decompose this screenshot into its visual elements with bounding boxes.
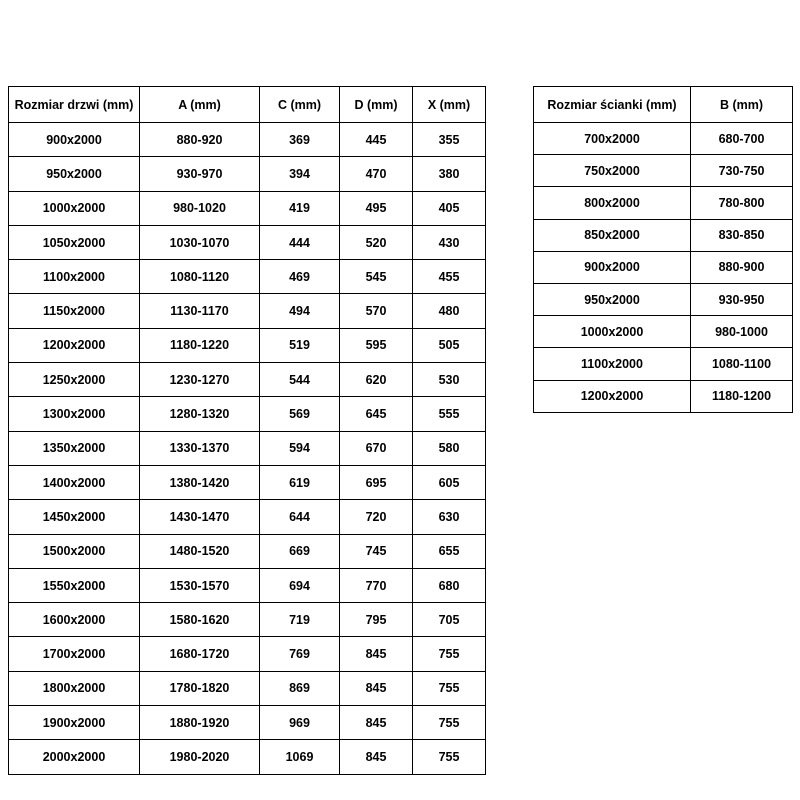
wall_table-cell: 980-1000 xyxy=(691,316,793,348)
doors_table-cell: 1530-1570 xyxy=(140,568,260,602)
table-row xyxy=(534,123,793,155)
doors_table-cell: 1980-2020 xyxy=(140,740,260,774)
doors_table-cell: 1069 xyxy=(260,740,340,774)
doors_table-cell: 405 xyxy=(413,191,486,225)
doors_table-cell: 1450x2000 xyxy=(9,500,140,534)
door-size-table xyxy=(8,86,486,775)
doors_table-cell: 444 xyxy=(260,225,340,259)
doors_table-cell: 845 xyxy=(340,740,413,774)
doors_table-cell: 880-920 xyxy=(140,123,260,157)
doors_table-cell: 655 xyxy=(413,534,486,568)
table-row xyxy=(9,706,486,740)
wall_table-cell: 1080-1100 xyxy=(691,348,793,380)
doors_table-cell: 495 xyxy=(340,191,413,225)
table-row xyxy=(534,283,793,315)
doors_table-cell: 605 xyxy=(413,465,486,499)
doors_table-cell: 530 xyxy=(413,363,486,397)
doors_table-cell: 1680-1720 xyxy=(140,637,260,671)
doors_table-cell: 755 xyxy=(413,671,486,705)
doors_table-cell: 980-1020 xyxy=(140,191,260,225)
doors_table-cell: 669 xyxy=(260,534,340,568)
wall_table-cell: 850x2000 xyxy=(534,219,691,251)
wall_table-cell: 830-850 xyxy=(691,219,793,251)
doors_table-cell: 1700x2000 xyxy=(9,637,140,671)
doors_table-cell: 594 xyxy=(260,431,340,465)
doors_table-cell: 845 xyxy=(340,706,413,740)
table-row xyxy=(534,348,793,380)
doors_table-cell: 644 xyxy=(260,500,340,534)
table-row xyxy=(9,568,486,602)
doors_table-cell: 545 xyxy=(340,260,413,294)
doors_table-cell: 1030-1070 xyxy=(140,225,260,259)
doors_table-cell: 769 xyxy=(260,637,340,671)
doors_table-cell: 505 xyxy=(413,328,486,362)
table-row xyxy=(9,603,486,637)
table-row xyxy=(9,191,486,225)
doors_table-cell: 1500x2000 xyxy=(9,534,140,568)
table-row xyxy=(9,397,486,431)
doors_table-cell: 1330-1370 xyxy=(140,431,260,465)
table-row xyxy=(9,465,486,499)
doors_table-cell: 1550x2000 xyxy=(9,568,140,602)
doors_table-cell: 1580-1620 xyxy=(140,603,260,637)
doors_table-cell: 494 xyxy=(260,294,340,328)
table-row xyxy=(9,123,486,157)
table-header-row xyxy=(534,87,793,123)
doors_table-cell: 519 xyxy=(260,328,340,362)
doors_table-cell: 1100x2000 xyxy=(9,260,140,294)
doors_table-cell: 544 xyxy=(260,363,340,397)
wall_table-cell: 930-950 xyxy=(691,283,793,315)
doors_table-cell: 1080-1120 xyxy=(140,260,260,294)
doors_table-cell: 950x2000 xyxy=(9,157,140,191)
table-header-row xyxy=(9,87,486,123)
doors_table-cell: 1800x2000 xyxy=(9,671,140,705)
doors_table-cell: 355 xyxy=(413,123,486,157)
doors_table-cell: 1380-1420 xyxy=(140,465,260,499)
table-row xyxy=(9,363,486,397)
doors_table-cell: 570 xyxy=(340,294,413,328)
table-row xyxy=(534,155,793,187)
doors_table-cell: 469 xyxy=(260,260,340,294)
doors_table-cell: 1430-1470 xyxy=(140,500,260,534)
table-row xyxy=(9,225,486,259)
doors_table-cell: 1050x2000 xyxy=(9,225,140,259)
doors_table-cell: 419 xyxy=(260,191,340,225)
doors_table-cell: 695 xyxy=(340,465,413,499)
doors_table-cell: 845 xyxy=(340,637,413,671)
table-row xyxy=(9,157,486,191)
doors_table-cell: 1400x2000 xyxy=(9,465,140,499)
doors_table-cell: 1280-1320 xyxy=(140,397,260,431)
table-row xyxy=(9,431,486,465)
wall_table-cell: 700x2000 xyxy=(534,123,691,155)
column-header-door-size: Rozmiar drzwi (mm) xyxy=(9,87,140,123)
wall_table-cell: 780-800 xyxy=(691,187,793,219)
table-row xyxy=(534,219,793,251)
doors_table-cell: 470 xyxy=(340,157,413,191)
doors_table-cell: 445 xyxy=(340,123,413,157)
doors_table-cell: 745 xyxy=(340,534,413,568)
doors_table-cell: 755 xyxy=(413,740,486,774)
wall_table-cell: 730-750 xyxy=(691,155,793,187)
doors_table-cell: 1780-1820 xyxy=(140,671,260,705)
wall_table-cell: 1200x2000 xyxy=(534,380,691,412)
doors_table-cell: 369 xyxy=(260,123,340,157)
doors_table-cell: 1200x2000 xyxy=(9,328,140,362)
wall_table-cell: 750x2000 xyxy=(534,155,691,187)
doors_table-cell: 1180-1220 xyxy=(140,328,260,362)
doors_table-cell: 455 xyxy=(413,260,486,294)
doors_table-cell: 569 xyxy=(260,397,340,431)
table-row xyxy=(9,260,486,294)
column-header-a: A (mm) xyxy=(140,87,260,123)
wall_table-cell: 880-900 xyxy=(691,251,793,283)
table-row xyxy=(9,637,486,671)
column-header-d: D (mm) xyxy=(340,87,413,123)
doors_table-cell: 380 xyxy=(413,157,486,191)
table-row xyxy=(9,328,486,362)
table-row xyxy=(9,740,486,774)
doors_table-cell: 1130-1170 xyxy=(140,294,260,328)
column-header-wall-size: Rozmiar ścianki (mm) xyxy=(534,87,691,123)
doors_table-cell: 1600x2000 xyxy=(9,603,140,637)
wall_table-cell: 680-700 xyxy=(691,123,793,155)
wall_table-cell: 800x2000 xyxy=(534,187,691,219)
doors_table-cell: 1900x2000 xyxy=(9,706,140,740)
doors_table-cell: 619 xyxy=(260,465,340,499)
doors_table-cell: 645 xyxy=(340,397,413,431)
table-row xyxy=(534,316,793,348)
table-row xyxy=(534,380,793,412)
doors_table-cell: 969 xyxy=(260,706,340,740)
doors_table-cell: 845 xyxy=(340,671,413,705)
table-row xyxy=(9,671,486,705)
doors_table-cell: 394 xyxy=(260,157,340,191)
doors_table-cell: 620 xyxy=(340,363,413,397)
doors_table-cell: 1350x2000 xyxy=(9,431,140,465)
doors_table-cell: 480 xyxy=(413,294,486,328)
doors_table-cell: 1250x2000 xyxy=(9,363,140,397)
doors_table-cell: 694 xyxy=(260,568,340,602)
table-row xyxy=(534,187,793,219)
doors_table-cell: 1230-1270 xyxy=(140,363,260,397)
wall_table-cell: 1100x2000 xyxy=(534,348,691,380)
doors_table-cell: 795 xyxy=(340,603,413,637)
column-header-x: X (mm) xyxy=(413,87,486,123)
wall_table-cell: 900x2000 xyxy=(534,251,691,283)
doors_table-cell: 595 xyxy=(340,328,413,362)
doors_table-cell: 719 xyxy=(260,603,340,637)
doors_table-cell: 1300x2000 xyxy=(9,397,140,431)
doors_table-cell: 705 xyxy=(413,603,486,637)
doors_table-cell: 1150x2000 xyxy=(9,294,140,328)
column-header-c: C (mm) xyxy=(260,87,340,123)
doors_table-cell: 430 xyxy=(413,225,486,259)
doors_table-cell: 1000x2000 xyxy=(9,191,140,225)
column-header-b: B (mm) xyxy=(691,87,793,123)
wall_table-cell: 1180-1200 xyxy=(691,380,793,412)
doors_table-cell: 680 xyxy=(413,568,486,602)
wall-size-table xyxy=(533,86,793,413)
doors_table-cell: 580 xyxy=(413,431,486,465)
doors_table-cell: 630 xyxy=(413,500,486,534)
table-row xyxy=(9,534,486,568)
doors_table-cell: 555 xyxy=(413,397,486,431)
doors_table-cell: 1480-1520 xyxy=(140,534,260,568)
doors_table-cell: 520 xyxy=(340,225,413,259)
doors_table-cell: 770 xyxy=(340,568,413,602)
doors_table-cell: 755 xyxy=(413,637,486,671)
table-row xyxy=(9,294,486,328)
wall_table-cell: 950x2000 xyxy=(534,283,691,315)
doors_table-cell: 1880-1920 xyxy=(140,706,260,740)
doors_table-cell: 2000x2000 xyxy=(9,740,140,774)
doors_table-cell: 720 xyxy=(340,500,413,534)
doors_table-cell: 670 xyxy=(340,431,413,465)
doors_table-cell: 930-970 xyxy=(140,157,260,191)
table-row xyxy=(534,251,793,283)
doors_table-cell: 900x2000 xyxy=(9,123,140,157)
table-row xyxy=(9,500,486,534)
doors_table-cell: 869 xyxy=(260,671,340,705)
wall_table-cell: 1000x2000 xyxy=(534,316,691,348)
doors_table-cell: 755 xyxy=(413,706,486,740)
